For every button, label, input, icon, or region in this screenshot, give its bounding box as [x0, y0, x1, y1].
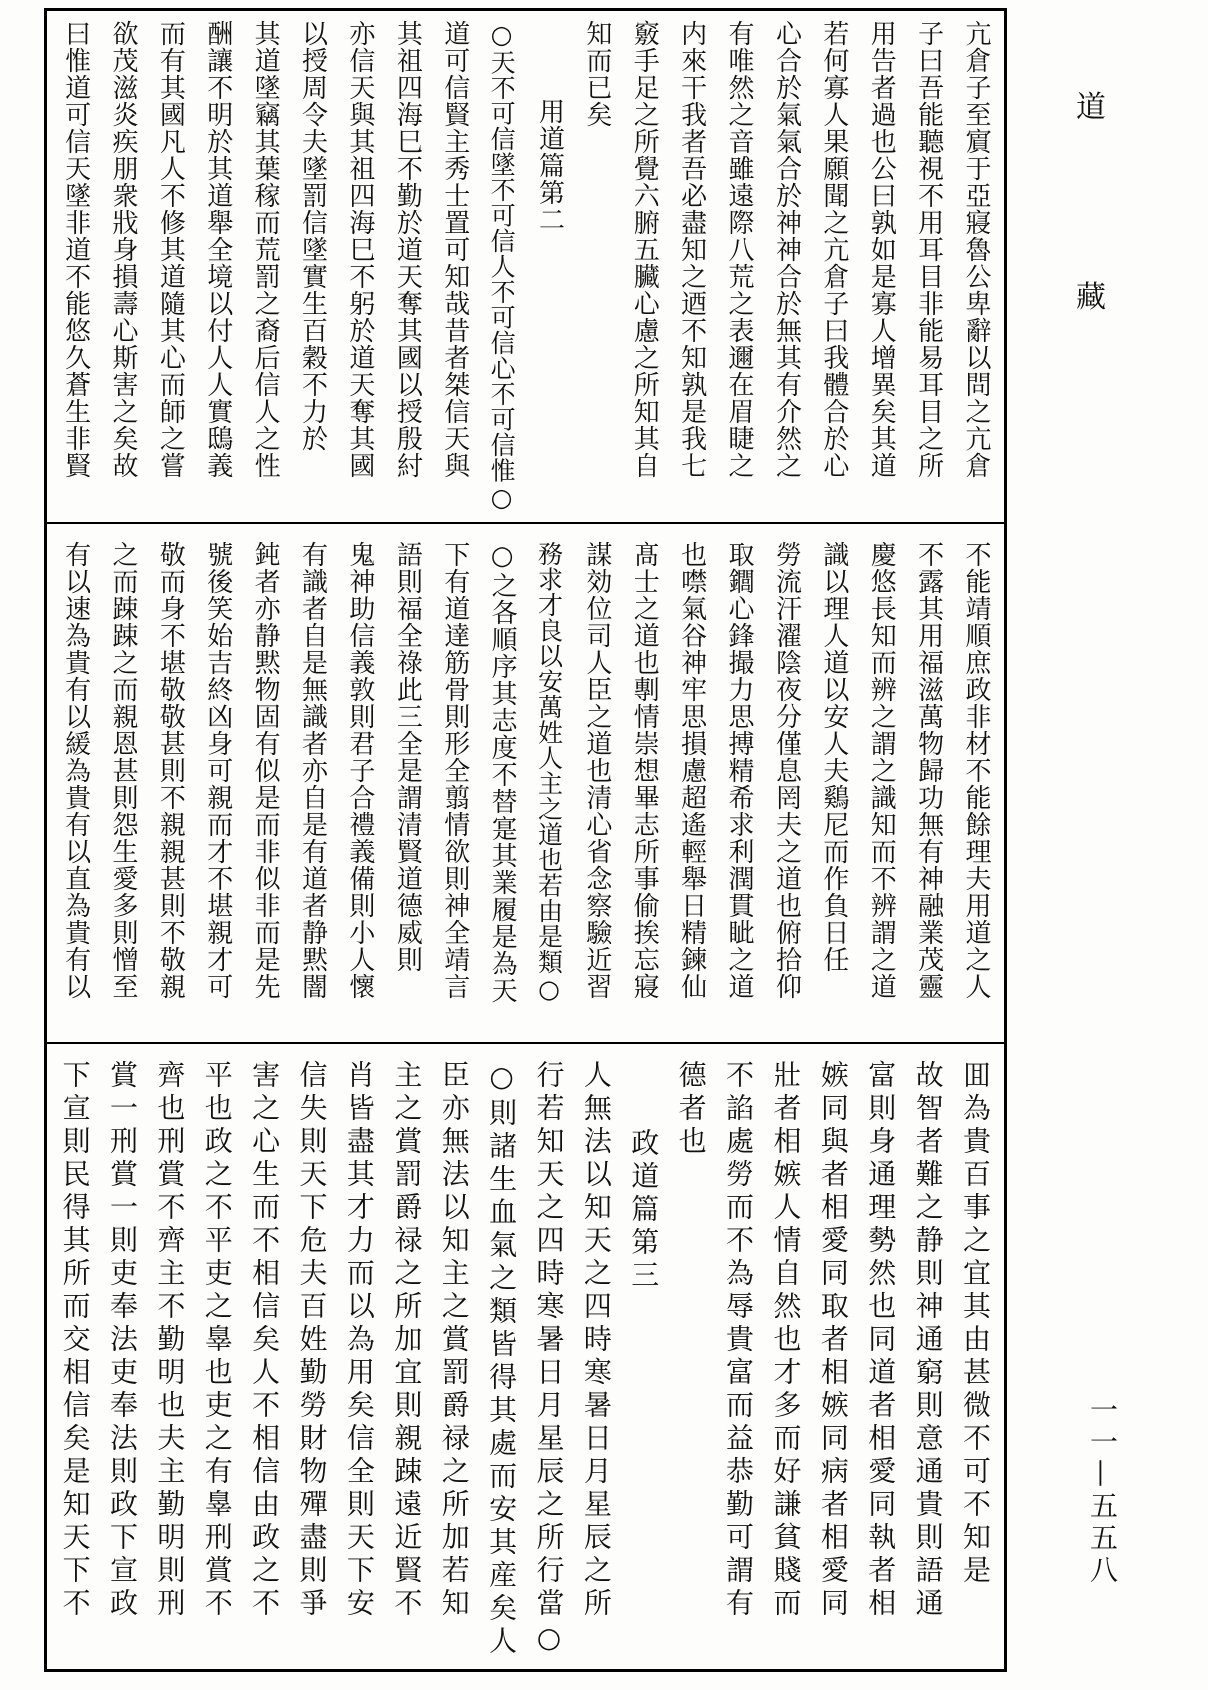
text-column: 識以理人道以安人夫鷄尼而作負日任 [818, 541, 849, 973]
text-column: 下宣則民得其所而交相信矣是知天下不 [58, 1060, 92, 1621]
text-column: 鈍者亦静黙物固有似是而非似非而是先 [250, 541, 281, 1000]
text-column: 欲茂滋炎疾朋衆戕身損壽心斯害之矣故 [107, 20, 138, 479]
text-column: ○之各順序其志度不替寔其業履是為天 [487, 541, 518, 1004]
text-column: 賞一刑賞一則吏奉法吏奉法則政下宣政 [105, 1060, 139, 1621]
text-column: 心合於氣氣合於神神合於無其有介然之 [771, 20, 802, 479]
text-column: 亢倉子至賔于亞寢魯公卑辭以問之亢倉 [961, 20, 991, 479]
text-column: 竅手足之所覺六腑五臟心慮之所知其自 [629, 20, 660, 479]
text-column: 其祖四海巳不勤於道天奪其國以授殷紂 [392, 20, 423, 479]
text-column: 曰惟道可信天墜非道不能悠久蒼生非賢 [60, 20, 91, 479]
register-top [51, 20, 999, 518]
chapter-heading: 用道篇第二 [534, 98, 565, 233]
text-column: 道可信賢主秀士置可知哉昔者桀信天與 [439, 20, 470, 479]
text-column: 取䥨心鋒撮力思搏精希求利潤貫眦之道 [724, 541, 755, 1000]
text-column: 而有其國凡人不修其道隨其心而師之嘗 [155, 20, 186, 479]
margin-title-bottom: 藏 [1076, 280, 1106, 315]
text-column: 富則身通理勢然也同道者相愛同執者相 [864, 1060, 898, 1621]
text-column: 不諂處勞而不為辱貴富而益恭勤可謂有 [722, 1060, 756, 1621]
text-column: 嫉同與者相愛同取者相嫉同病者相愛同 [816, 1060, 850, 1621]
text-column: 勞流汗濯陰夜分僅息罔夫之道也俯拾仰 [771, 541, 802, 1000]
text-column: ○則諸生血氣之類皆得其處而安其産矣人 [485, 1060, 519, 1659]
text-column: 知而已矣 [581, 20, 612, 128]
text-column: 敬而身不堪敬敬甚則不親親甚則不敬親 [155, 541, 186, 1000]
text-column: 子曰吾能聽視不用耳目非能易耳目之所 [913, 20, 944, 479]
page-number: 一一—五五八 [1086, 1395, 1119, 1587]
text-column: 亦信天與其祖四海巳不躬於道天奪其國 [344, 20, 375, 479]
text-column: 語則福全祿此三全是謂清賢道德威則 [392, 541, 423, 973]
register-divider [44, 1042, 1007, 1044]
text-column: 有唯然之音雖遠際八荒之表邇在眉睫之 [724, 20, 755, 479]
text-column: 不露其用福滋萬物歸功無有神融業茂靈 [913, 541, 944, 1000]
register-divider [44, 522, 1007, 524]
text-column: 囬為貴百事之宜其由甚微不可不知是 [959, 1060, 992, 1588]
text-column: 號後笑始吉終凶身可親而才不堪親才可 [202, 541, 233, 1000]
text-column: 若何寡人果願聞之亢倉子曰我體合於心 [818, 20, 849, 479]
text-column: 酬讓不明於其道舉全境以付人人實鴟義 [202, 20, 233, 479]
text-column: 髙士之道也剸情崇想畢志所事偷挨忘寢 [629, 541, 660, 1000]
text-column: ○天不可信墜不可信人不可信心不可信惟○ [487, 20, 517, 513]
text-column: 以授周令夫墜罰信墜實生百穀不力於 [297, 20, 328, 452]
text-column: 德者也 [674, 1060, 708, 1159]
register-middle [51, 541, 999, 1039]
text-column: 臣亦無法以知主之賞罰爵禄之所加若知 [437, 1060, 471, 1621]
text-column: 有識者自是無識者亦自是有道者静黙闇 [297, 541, 328, 1000]
register-bottom [51, 1060, 999, 1666]
text-column: 也噤氣谷神牢思損慮超遙輕舉日精鍊仙 [676, 541, 707, 1000]
text-column: 齊也刑賞不齊主不勤明也夫主勤明則刑 [153, 1060, 187, 1621]
text-column: 肖皆盡其才力而以為用矣信全則天下安 [342, 1060, 376, 1621]
text-column: 之而踈踈之而親恩甚則怨生愛多則憎至 [107, 541, 138, 1000]
text-column: 主之賞罰爵禄之所加宜則親踈遠近賢不 [390, 1060, 424, 1621]
text-column: 有以速為貴有以緩為貴有以直為貴有以 [60, 541, 91, 1000]
text-column: 害之心生而不相信矣人不相信由政之不 [248, 1060, 282, 1621]
text-column: 下有道達筋骨則形全翦情欲則神全靖言 [439, 541, 470, 1000]
text-column: 平也政之不平吏之辠也吏之有辠刑賞不 [200, 1060, 234, 1621]
margin-title-top: 道 [1076, 90, 1106, 125]
text-column: 慶悠長知而辨之謂之識知而不辨謂之道 [866, 541, 897, 1000]
text-column: 鬼神助信義敦則君子合禮義備則小人懷 [344, 541, 375, 1000]
text-column: 故智者難之静則神通窮則意通貴則語通 [911, 1060, 945, 1621]
text-column: 謀効位司人臣之道也清心省念察驗近習 [581, 541, 612, 1000]
text-column: 壯者相嫉人情自然也才多而好謙貧賤而 [769, 1060, 803, 1621]
text-column: 人無法以知天之四時寒暑日月星辰之所 [579, 1060, 613, 1621]
text-column: 行若知天之四時寒暑日月星辰之所行當○ [532, 1060, 566, 1659]
text-column: 用告者過也公曰孰如是寡人增異矣其道 [866, 20, 897, 479]
text-column: 務求才良以安萬姓人主之道也若由是類○ [534, 541, 564, 1004]
text-column: 不能靖順庶政非材不能餘理夫用道之人 [961, 541, 991, 1000]
text-column: 内來干我者吾必盡知之迺不知孰是我七 [676, 20, 707, 479]
chapter-heading: 政道篇第三 [627, 1128, 661, 1293]
text-column: 其道墜竊其葉稼而荒罰之裔后信人之性 [250, 20, 281, 479]
text-column: 信失則天下危夫百姓勤勞財物殫盡則爭 [295, 1060, 329, 1621]
